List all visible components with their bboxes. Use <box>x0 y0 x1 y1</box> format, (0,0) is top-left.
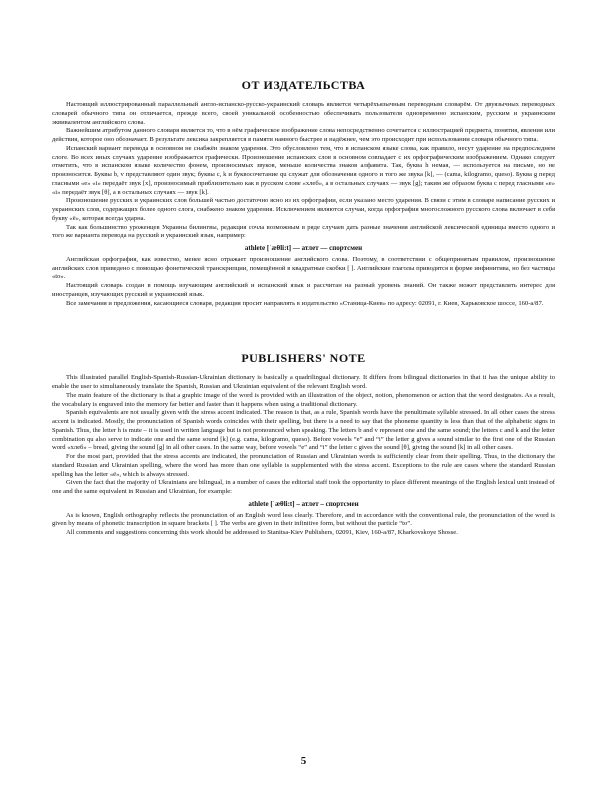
paragraph: Английская орфография, как известно, менее ясно отражает произношение английского слова. Поэтому, в соответствии с общепринятым правилом, произношение английских слов приведено с помощью фонетической транскрипции, помещённой в квадратные скобки [ ]. Английские глаголы приводятся в форме инфинитива, но без частицы «to». <box>52 255 555 281</box>
example-text: athlete [ˈæθli:t] – атлет – спортсмен <box>248 499 359 508</box>
paragraph: Так как большинство уроженцев Украины билингвы, редакция сочла возможным в ряде случаев дать разные значения английской лексической единицы вместо одного и того же варианта перевода на русский и украинский язык, например: <box>52 223 555 240</box>
english-title: PUBLISHERS' NOTE <box>241 351 366 366</box>
russian-section <box>52 78 555 308</box>
paragraph: The main feature of the dictionary is that a graphic image of the word is provided with an illustration of the object, notion, phenomenon or action that the word designates. As a result, the vocabulary is engraved into the memory far better and faster than it happens when using a traditional dictionary. <box>52 391 555 408</box>
paragraph: This illustrated parallel English-Spanish-Russian-Ukrainian dictionary is basically a quadrilingual dictionary. It differs from bilingual dictionaries in that it has the unique ability to enable the user to simultaneously translate the Spanish, Russian and Ukrainian equivalent of the relevant English word. <box>52 374 555 390</box>
example-entry <box>52 500 555 509</box>
paragraph: Испанский вариант перевода в основном не снабжён знаком ударения. Это обусловлено тем, что в испанском языке слова, как правило, несут ударение на предпоследнем слоге. Во всех иных случаях ударение изображается графически. Произношение испанских слов в основном совпадает с их орфографическим изображением. Однако следует отметить, что в испанском языке количество фонем, произносимых звуков, меньше количества знаков алфавита. Так, буква h немая, — используется на письме, но не произносится. Буквы b, v представляют один звук; буквы c, k и буквосочетание qu служат для обозначения одного и того же звука [k], — (cama, kilogramo, queso). Буква g перед гласными «e» «i» передаёт звук [x], произносимый приблизительно как в русском слове «хлеб», а в остальных случаях — звук [g]; таким же образом буква c перед гласными «e» «i» передаёт звук [θ], а в остальных случаях — звук [k]. <box>52 144 555 196</box>
russian-title: ОТ ИЗДАТЕЛЬСТВА <box>241 78 366 92</box>
paragraph: Настоящий словарь создан в помощь изучающим английский и испанский язык и рассчитан на разный уровень знаний. Он также может представлять интерес для иностранцев, изучающих русский и украинский язык. <box>52 282 555 298</box>
paragraph: Произношение русских и украинских слов большей частью достаточно ясно из их орфографии, если указано место ударения. В связи с этим в словаре написание русских и украинских слов, содержащих более одного слога, снабжено знаком ударения. Исключением являются случаи, когда орфография многосложного русского слова включает в себя букву «ё», которая всегда ударна. <box>52 197 555 222</box>
paragraph: Все замечания и предложения, касающиеся словаря, редакция просит направлять в издательство «Станица-Киев» по адресу: 02091, г. Киев, Харьковское шоссе, 160-а/87. <box>66 299 544 307</box>
paragraph: Настоящий иллюстрированный параллельный англо-испанско-русско-украинский словарь является четырёхъязычным переводным словарём. От двуязычных переводных словарей обычного типа он отличается, прежде всего, своей уникальной особенностью обеспечивать пользователя одновременно испанским, русским и украинским эквивалентом английского слова. <box>52 101 555 126</box>
paragraph: Важнейшим атрибутом данного словаря является то, что в нём графическое изображение слова непосредственно сочетается с иллюстрацией предмета, понятия, явления или действия, которое оно обозначает. В результате лексика закрепляется в памяти намного быстрее и надёжнее, чем это происходит при использовании словаря обычного типа. <box>52 127 555 143</box>
paragraph: For the most part, provided that the stress accents are indicated, the pronunciation of Russian and Ukrainian words is sufficiently clear from their spelling. Thus, in the dictionary the standard Russian and Ukrainian spelling, where the word has more than one syllable is supplemented with the stress accent. Exceptions to the rule are cases where the standard Russian spelling has the letter «ё», which is always stressed. <box>52 453 555 478</box>
example-text: athlete [ˈæθli:t] — атлет — спортсмен <box>244 244 363 252</box>
example-entry <box>52 244 555 253</box>
section-gap <box>52 308 555 351</box>
paragraph: Given the fact that the majority of Ukrainians are bilingual, in a number of cases the editorial staff took the opportunity to place different meanings of the English lexical unit instead of one and the same equivalent in Russian and Ukrainian, for example: <box>52 479 555 495</box>
paragraph: As is known, English orthography reflects the pronunciation of an English word less clearly. Therefore, and in accordance with the conventional rule, the pronunciation of the word is given by means of phonetic transcription in square brackets [ ]. The verbs are given in their infinitive form, but without the particle “to”. <box>52 511 555 528</box>
paragraph: Spanish equivalents are not usually given with the stress accent indicated. The reason is that, as a rule, Spanish words have the penultimate syllable stressed. In all other cases the stress accent is indicated. Mostly, the pronunciation of Spanish words coincides with their spelling, but there is a need to say that the phoneme quantity is less than that of the alphabetic signs in Spanish. Thus, the letter h is mute – it is used in written language but is not pronounced when speaking. The letters b and v represent one and the same sound; the letters c and k and the letter combination qu also serve to indicate one and the same sound [k] (e.g. cama, kilogramo, queso). Before vowels “e” and “i” the letter g gives a sound similar to the first one of the Russian word «хлеб» – bread, giving the sound [g] in all other cases. In the same way, before vowels “e” and “i” the letter c gives the sound [θ], giving the sound [k] in all other cases. <box>52 409 555 452</box>
paragraph: All comments and suggestions concerning this work should be addressed to Stanitsa-Kiev Publishers, 02091, Kiev, 160-a/87, Kharkovskoye Shosse. <box>66 529 458 536</box>
english-section <box>52 351 555 538</box>
page-number: 5 <box>300 755 307 767</box>
